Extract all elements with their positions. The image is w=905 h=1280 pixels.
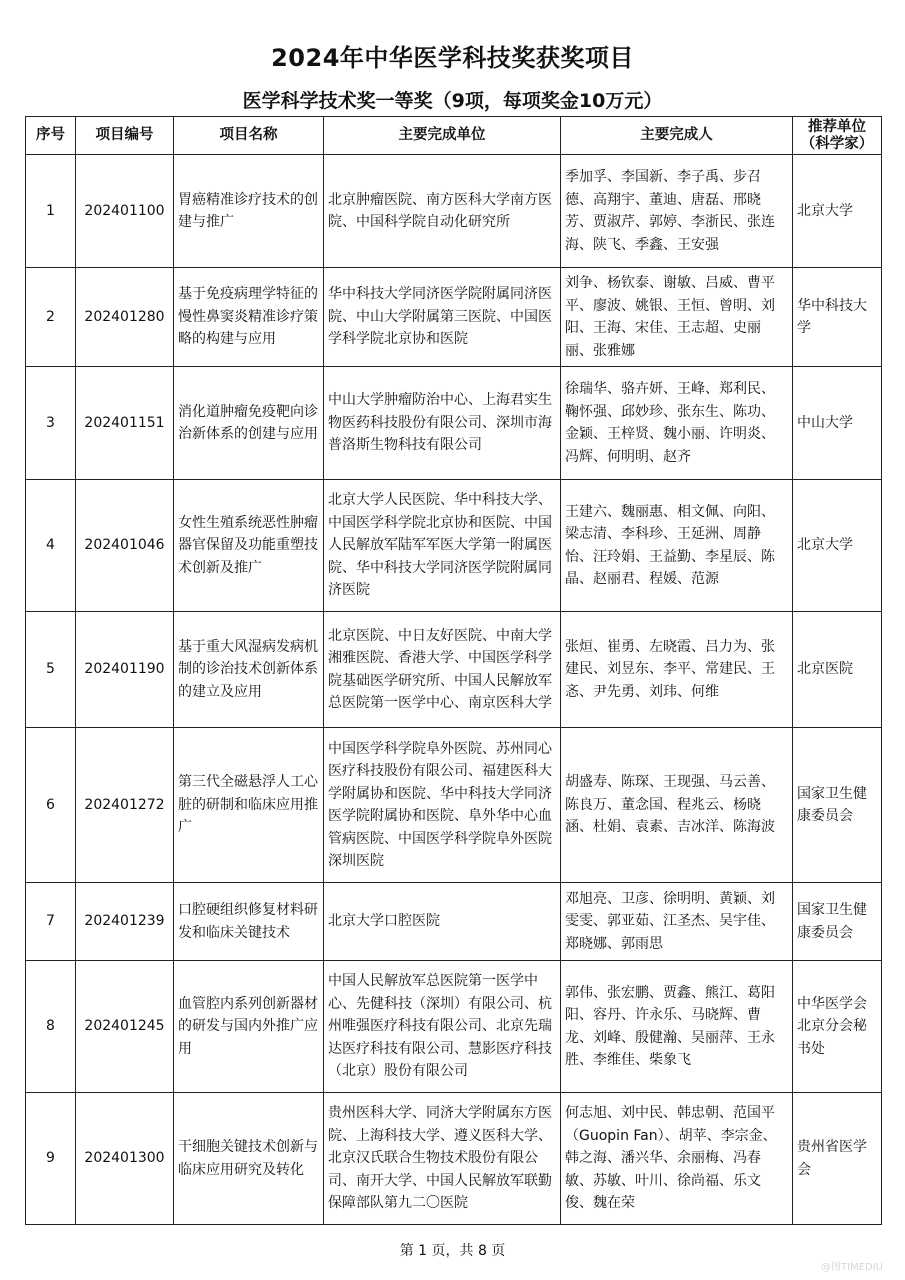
row-recommender: 北京大学 bbox=[793, 155, 882, 268]
awards-table bbox=[25, 116, 882, 1225]
row-num: 6 bbox=[26, 728, 76, 883]
row-num: 7 bbox=[26, 883, 76, 961]
row-code: 202401245 bbox=[76, 961, 174, 1093]
row-num: 9 bbox=[26, 1093, 76, 1225]
row-units: 北京肿瘤医院、南方医科大学南方医院、中国科学院自动化研究所 bbox=[324, 155, 561, 268]
row-code: 202401046 bbox=[76, 480, 174, 612]
table-row bbox=[26, 367, 882, 480]
row-people: 何志旭、刘中民、韩忠朝、范国平（Guopin Fan）、胡苹、李宗金、韩之海、潘兴华、余丽梅、冯春敏、苏敏、叶川、徐尚福、乐文俊、魏在荣 bbox=[561, 1093, 793, 1225]
table-row bbox=[26, 961, 882, 1093]
table-row bbox=[26, 612, 882, 728]
row-units: 中山大学肿瘤防治中心、上海君实生物医药科技股份有限公司、深圳市海普洛斯生物科技有限公司 bbox=[324, 367, 561, 480]
row-code: 202401239 bbox=[76, 883, 174, 961]
row-units: 北京大学人民医院、华中科技大学、中国医学科学院北京协和医院、中国人民解放军陆军军医大学第一附属医院、华中科技大学同济医学院附属同济医院 bbox=[324, 480, 561, 612]
page-title: 2024年中华医学科技奖获奖项目 bbox=[271, 44, 634, 72]
row-recommender: 贵州省医学会 bbox=[793, 1093, 882, 1225]
row-units: 华中科技大学同济医学院附属同济医院、中山大学附属第三医院、中国医学科学院北京协和医院 bbox=[324, 268, 561, 367]
row-num: 1 bbox=[26, 155, 76, 268]
row-recommender: 中山大学 bbox=[793, 367, 882, 480]
row-num: 5 bbox=[26, 612, 76, 728]
award-category-subtitle: 医学科学技术奖一等奖（9项，每项奖金10万元） bbox=[242, 90, 663, 112]
row-people: 王建六、魏丽惠、相文佩、向阳、梁志清、李科珍、王延洲、周静怡、汪玲娟、王益勤、李星辰、陈晶、赵丽君、程媛、范源 bbox=[561, 480, 793, 612]
row-recommender: 华中科技大学 bbox=[793, 268, 882, 367]
row-name: 胃癌精准诊疗技术的创建与推广 bbox=[174, 155, 324, 268]
row-recommender: 国家卫生健康委员会 bbox=[793, 728, 882, 883]
row-code: 202401280 bbox=[76, 268, 174, 367]
row-code: 202401190 bbox=[76, 612, 174, 728]
row-name: 基于重大风湿病发病机制的诊治技术创新体系的建立及应用 bbox=[174, 612, 324, 728]
header-recommender: 推荐单位（科学家） bbox=[793, 117, 882, 155]
row-units: 中国人民解放军总医院第一医学中心、先健科技（深圳）有限公司、杭州唯强医疗科技有限公司、北京先瑞达医疗科技有限公司、慧影医疗科技（北京）股份有限公司 bbox=[324, 961, 561, 1093]
row-name: 消化道肿瘤免疫靶向诊治新体系的创建与应用 bbox=[174, 367, 324, 480]
row-units: 中国医学科学院阜外医院、苏州同心医疗科技股份有限公司、福建医科大学附属协和医院、华中科技大学同济医学院附属协和医院、阜外华中心血管病医院、中国医学科学院阜外医院深圳医院 bbox=[324, 728, 561, 883]
table-row bbox=[26, 155, 882, 268]
row-code: 202401100 bbox=[76, 155, 174, 268]
header-name: 项目名称 bbox=[174, 117, 324, 155]
watermark: @图TIMEDIU bbox=[821, 1262, 883, 1273]
row-recommender: 中华医学会北京分会秘书处 bbox=[793, 961, 882, 1093]
header-units: 主要完成单位 bbox=[324, 117, 561, 155]
row-num: 8 bbox=[26, 961, 76, 1093]
header-num: 序号 bbox=[26, 117, 76, 155]
header-people: 主要完成人 bbox=[561, 117, 793, 155]
table-row bbox=[26, 268, 882, 367]
row-name: 基于免疫病理学特征的慢性鼻窦炎精准诊疗策略的构建与应用 bbox=[174, 268, 324, 367]
row-recommender: 北京大学 bbox=[793, 480, 882, 612]
row-people: 徐瑞华、骆卉妍、王峰、郑利民、鞠怀强、邱妙珍、张东生、陈功、金颖、王梓贤、魏小丽、许明炎、冯辉、何明明、赵齐 bbox=[561, 367, 793, 480]
row-people: 张烜、崔勇、左晓霞、吕力为、张建民、刘昱东、李平、常建民、王忞、尹先勇、刘玮、何维 bbox=[561, 612, 793, 728]
row-code: 202401151 bbox=[76, 367, 174, 480]
table-row bbox=[26, 728, 882, 883]
row-people: 季加孚、李国新、李子禹、步召德、高翔宇、董迪、唐磊、邢晓芳、贾淑芹、郭婷、李浙民、张连海、陕飞、季鑫、王安强 bbox=[561, 155, 793, 268]
row-recommender: 国家卫生健康委员会 bbox=[793, 883, 882, 961]
row-name: 口腔硬组织修复材料研发和临床关键技术 bbox=[174, 883, 324, 961]
row-name: 第三代全磁悬浮人工心脏的研制和临床应用推广 bbox=[174, 728, 324, 883]
row-name: 血管腔内系列创新器材的研发与国内外推广应用 bbox=[174, 961, 324, 1093]
table-row bbox=[26, 480, 882, 612]
row-num: 4 bbox=[26, 480, 76, 612]
table-row bbox=[26, 1093, 882, 1225]
page-footer: 第 1 页，共 8 页 bbox=[399, 1243, 506, 1259]
row-people: 胡盛寿、陈琛、王现强、马云善、陈良万、董念国、程兆云、杨晓涵、杜娟、袁素、吉冰洋、陈海波 bbox=[561, 728, 793, 883]
table-header-row bbox=[26, 117, 882, 155]
row-people: 郭伟、张宏鹏、贾鑫、熊江、葛阳阳、容丹、许永乐、马晓辉、曹龙、刘峰、殷健瀚、吴丽萍、王永胜、李维佳、柴象飞 bbox=[561, 961, 793, 1093]
row-recommender: 北京医院 bbox=[793, 612, 882, 728]
header-code: 项目编号 bbox=[76, 117, 174, 155]
row-name: 干细胞关键技术创新与临床应用研究及转化 bbox=[174, 1093, 324, 1225]
row-people: 刘争、杨钦泰、谢敏、吕威、曹平平、廖波、姚银、王恒、曾明、刘阳、王海、宋佳、王志超、史丽丽、张雅娜 bbox=[561, 268, 793, 367]
row-num: 3 bbox=[26, 367, 76, 480]
row-num: 2 bbox=[26, 268, 76, 367]
row-name: 女性生殖系统恶性肿瘤器官保留及功能重塑技术创新及推广 bbox=[174, 480, 324, 612]
row-code: 202401272 bbox=[76, 728, 174, 883]
row-units: 贵州医科大学、同济大学附属东方医院、上海科技大学、遵义医科大学、北京汉氏联合生物技术股份有限公司、南开大学、中国人民解放军联勤保障部队第九二〇医院 bbox=[324, 1093, 561, 1225]
row-units: 北京大学口腔医院 bbox=[324, 883, 561, 961]
row-units: 北京医院、中日友好医院、中南大学湘雅医院、香港大学、中国医学科学院基础医学研究所、中国人民解放军总医院第一医学中心、南京医科大学 bbox=[324, 612, 561, 728]
row-code: 202401300 bbox=[76, 1093, 174, 1225]
table-row bbox=[26, 883, 882, 961]
row-people: 邓旭亮、卫彦、徐明明、黄颖、刘雯雯、郭亚茹、江圣杰、吴宇佳、郑晓娜、郭雨思 bbox=[561, 883, 793, 961]
